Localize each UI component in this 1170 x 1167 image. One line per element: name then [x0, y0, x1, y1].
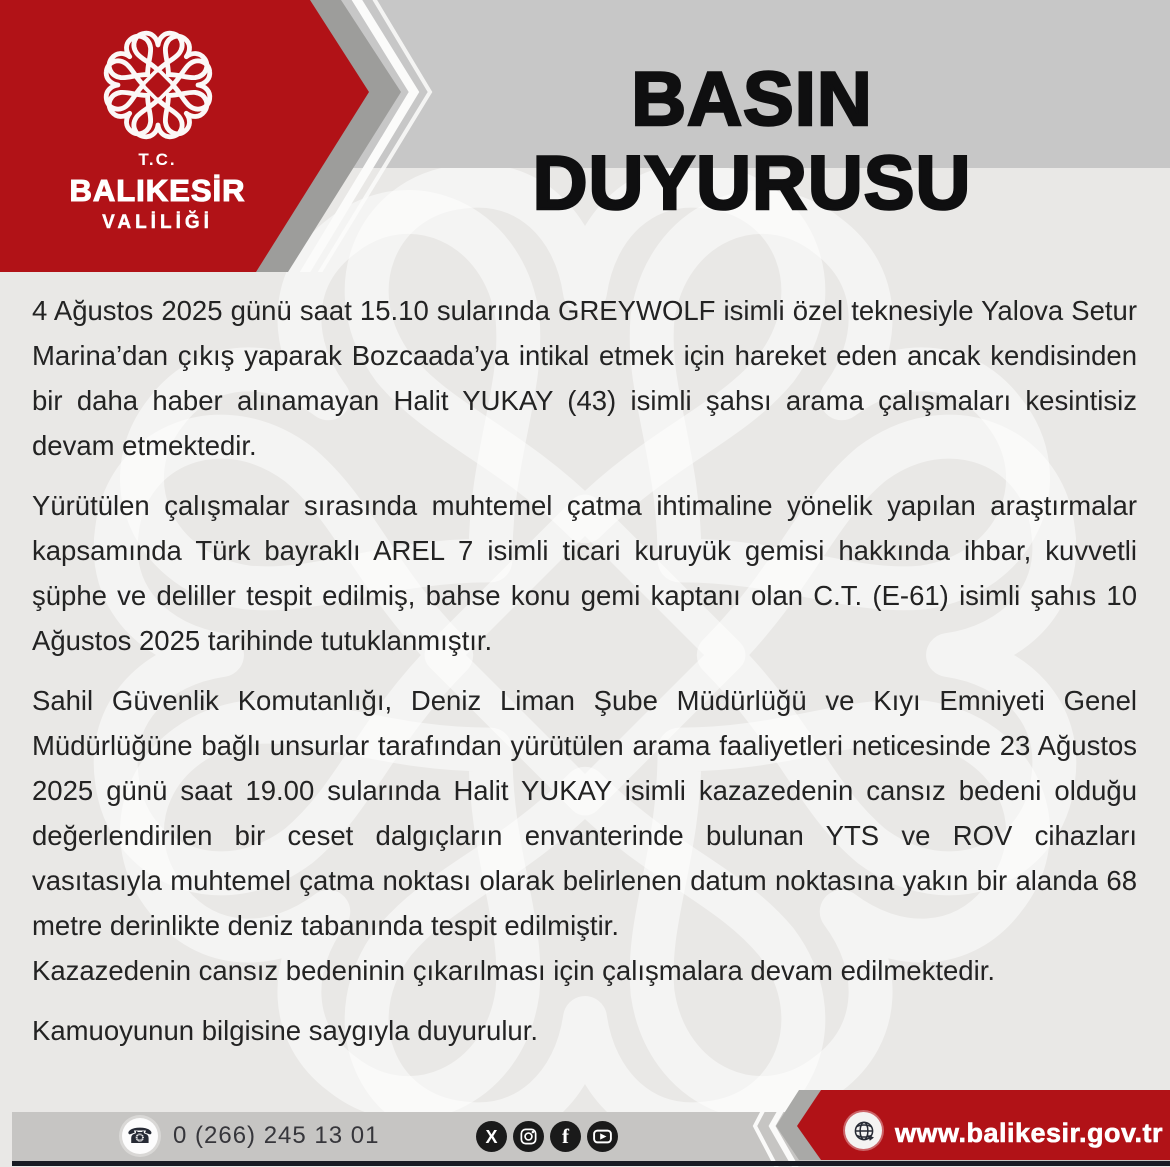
announcement-body [0, 288, 1170, 1068]
page-title: BASIN DUYURUSU [532, 57, 972, 226]
phone-contact [122, 1117, 379, 1155]
logo-tc-label: T.C. [138, 150, 177, 169]
governorship-logo [40, 26, 275, 234]
instagram-icon[interactable] [513, 1121, 544, 1152]
paragraph-search-operation: 4 Ağustos 2025 günü saat 15.10 sularında GREYWOLF isimli özel teknesiyle Yalova Setur Marina’dan çıkış yaparak Bozcaada’ya intikal etmek için hareket eden ancak kendisinden bir daha haber alınamayan Halit YUKAY (43) isimli şahsı arama çalışmaları kesintisiz devam etmektedir. [32, 295, 1137, 461]
balikesir-knot-icon [99, 26, 217, 144]
youtube-icon[interactable] [587, 1121, 618, 1152]
paragraph-body-found: Sahil Güvenlik Komutanlığı, Deniz Liman Şube Müdürlüğü ve Kıyı Emniyeti Genel Müdürlüğüne bağlı unsurlar tarafından yürütülen arama faaliyetleri neticesinde 23 Ağustos 2025 günü saat 19.00 sularında Halit YUKAY isimli kazazedenin cansız bedeni olduğu değerlendirilen bir ceset dalgıçların envanterinde bulunan YTS ve ROV cihazları vasıtasıyla muhtemel çatma noktası olarak belirlenen datum noktasına yakın bir alanda 68 metre derinlikte deniz tabanında tespit edilmiştir. [32, 685, 1137, 941]
logo-city-name: BALIKESİR [69, 173, 246, 208]
globe-icon [845, 1112, 882, 1149]
telephone-icon: ☎ [122, 1118, 158, 1154]
paragraph-closing: Kamuoyunun bilgisine saygıyla duyurulur. [32, 1015, 538, 1046]
paragraph-recovery: Kazazedenin cansız bedeninin çıkarılması için çalışmalara devam edilmektedir. [32, 955, 995, 986]
x-icon[interactable]: X [476, 1121, 507, 1152]
bottom-accent-line [12, 1161, 1170, 1166]
logo-subtitle: VALİLİĞİ [102, 212, 213, 233]
social-links [476, 1121, 618, 1152]
facebook-icon[interactable]: f [550, 1121, 581, 1152]
phone-number: 0 (266) 245 13 01 [173, 1122, 380, 1149]
paragraph-arrest: Yürütülen çalışmalar sırasında muhtemel çatma ihtimaline yönelik yapılan araştırmalar kapsamında Türk bayraklı AREL 7 isimli ticari kuruyük gemisi hakkında ihbar, kuvvetli şüphe ve deliller tespit edilmiş, bahse konu gemi kaptanı olan C.T. (E-61) isimli şahıs 10 Ağustos 2025 tarihinde tutuklanmıştır. [32, 490, 1137, 656]
website-link[interactable]: www.balikesir.gov.tr [894, 1118, 1164, 1148]
